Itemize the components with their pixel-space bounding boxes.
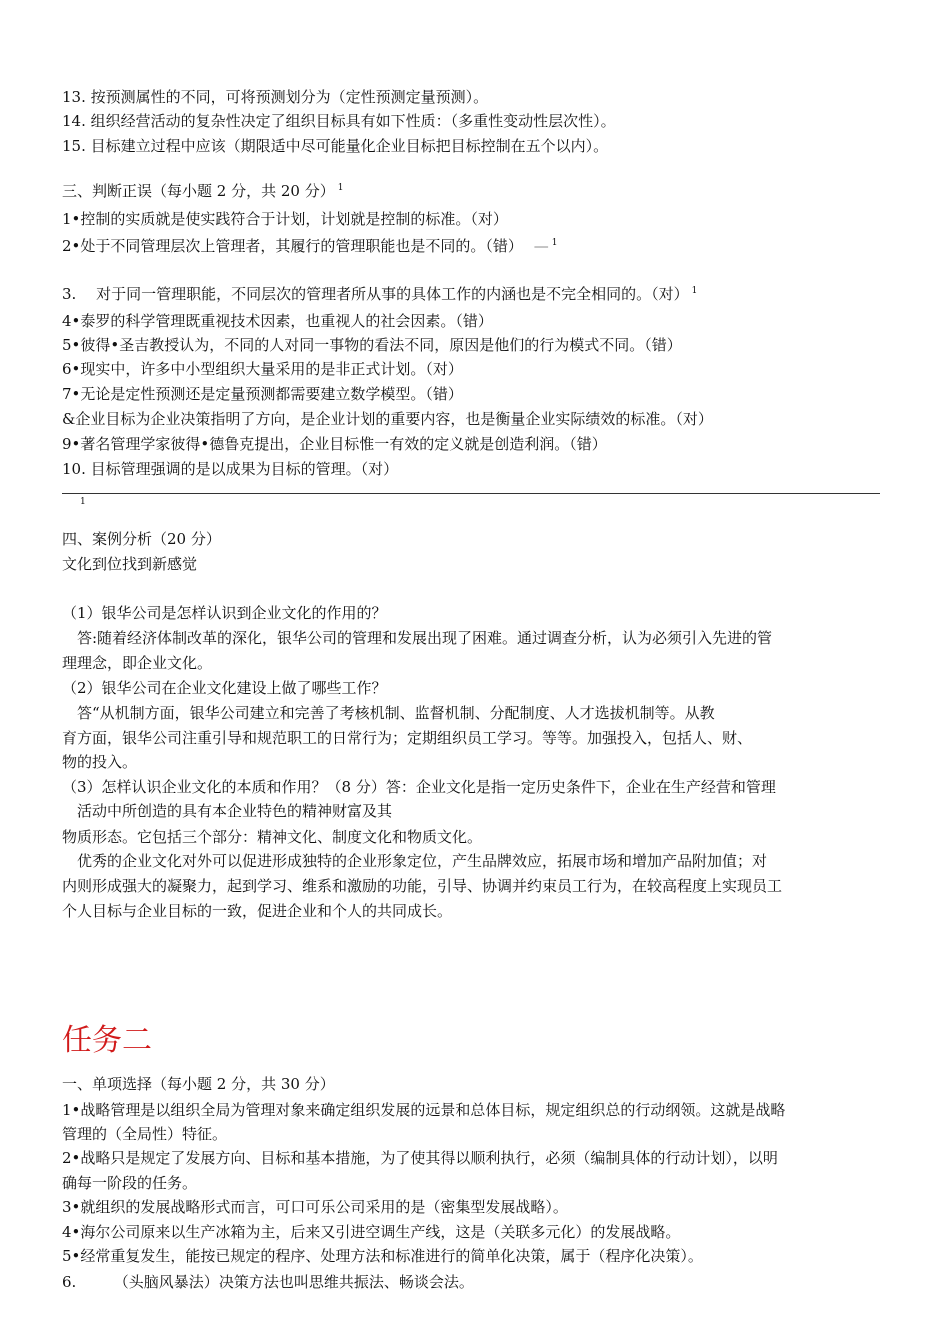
- rule-footnote-mark: 1: [80, 497, 86, 507]
- section3-heading: [62, 178, 343, 201]
- task2-heading: 一、单项选择（每小题 2 分，共 30 分）: [62, 1075, 335, 1093]
- judge-item-7: 7•无论是定性预测还是定量预测都需要建立数学模型。（错）: [62, 385, 463, 403]
- case-answer-3-line-4: 内则形成强大的凝聚力，起到学习、维系和激励的功能，引导、协调并约束员工行为，在较高程度上实现员工: [62, 877, 783, 895]
- judge-item-8: &企业目标为企业决策指明了方向，是企业计划的重要内容，也是衡量企业实际绩效的标准。（对）: [62, 410, 713, 428]
- case-answer-2-line-3: 物的投入。: [62, 753, 138, 771]
- judge-item-2: [62, 233, 557, 256]
- judge-item-3-text: 3. 对于同一管理职能，不同层次的管理者所从事的具体工作的内涵也是不完全相同的。（对）: [62, 285, 689, 303]
- judge-item-5: 5•彼得•圣吉教授认为，不同的人对同一事物的看法不同，原因是他们的行为模式不同。（错）: [62, 336, 682, 354]
- case-answer-3-line-2: 物质形态。它包括三个部分：精神文化、制度文化和物质文化。: [62, 828, 483, 846]
- choice-item-2-line-1: 2•战略只是规定了发展方向、目标和基本措施，为了使其得以顺利执行，必须（编制具体的行动计划），以明: [62, 1149, 778, 1167]
- case-title: 文化到位找到新感觉: [62, 555, 198, 573]
- judge-item-6: 6•现实中，许多中小型组织大量采用的是非正式计划。（对）: [62, 360, 463, 378]
- choice-item-2-line-2: 确每一阶段的任务。: [62, 1174, 198, 1192]
- choice-item-1-line-2: 管理的（全局性）特征。: [62, 1125, 228, 1143]
- judge-item-9: 9•著名管理学家彼得•德鲁克提出，企业目标惟一有效的定义就是创造利润。（错）: [62, 435, 607, 453]
- case-answer-3-line-5: 个人目标与企业目标的一致，促进企业和个人的共同成长。: [62, 902, 453, 920]
- judge-item-3-mark: 1: [691, 286, 698, 296]
- case-question-1: （1）银华公司是怎样认识到企业文化的作用的？: [62, 604, 387, 622]
- choice-item-3: 3•就组织的发展战略形式而言，可口可乐公司采用的是（密集型发展战略）。: [62, 1198, 568, 1216]
- judge-item-10: 10. 目标管理强调的是以成果为目标的管理。（对）: [62, 460, 399, 478]
- section3-heading-mark: 1: [337, 183, 344, 193]
- case-answer-2-line-1: 答“从机制方面，银华公司建立和完善了考核机制、监督机制、分配制度、人才选拔机制等。从教: [62, 704, 715, 722]
- case-question-3: （3）怎样认识企业文化的本质和作用？（8 分）答：企业文化是指一定历史条件下，企业在生产经营和管理: [62, 778, 776, 796]
- forecast-item-14: 14. 组织经营活动的复杂性决定了组织目标具有如下性质：（多重性变动性层次性）。: [62, 112, 616, 130]
- judge-item-2-mark: 1: [551, 238, 558, 248]
- case-answer-1-line-2: 理理念，即企业文化。: [62, 654, 213, 672]
- judge-item-2-text: 2•处于不同管理层次上管理者，其履行的管理职能也是不同的。（错）: [62, 237, 523, 255]
- forecast-item-13: 13. 按预测属性的不同，可将预测划分为（定性预测定量预测）。: [62, 88, 489, 106]
- task2-title: 任务二: [62, 1023, 152, 1058]
- section3-heading-text: 三、判断正误（每小题 2 分，共 20 分）: [62, 182, 335, 200]
- case-question-2: （2）银华公司在企业文化建设上做了哪些工作？: [62, 679, 387, 697]
- case-answer-2-line-2: 育方面，银华公司注重引导和规范职工的日常行为；定期组织员工学习。等等。加强投入，包括人、财、: [62, 729, 753, 747]
- case-answer-3-line-1: 活动中所创造的具有本企业特色的精神财富及其: [62, 802, 393, 820]
- choice-item-5: 5•经常重复发生，能按已规定的程序、处理方法和标准进行的简单化决策，属于（程序化决策）。: [62, 1247, 703, 1265]
- case-answer-3-line-3: 优秀的企业文化对外可以促进形成独特的企业形象定位，产生品牌效应，拓展市场和增加产品附加值；对: [62, 852, 768, 870]
- judge-item-2-dash: —: [533, 237, 549, 255]
- forecast-item-15: 15. 目标建立过程中应该（期限适中尽可能量化企业目标把目标控制在五个以内）。: [62, 137, 609, 155]
- horizontal-rule: [62, 493, 880, 494]
- judge-item-1: 1•控制的实质就是使实践符合于计划，计划就是控制的标准。（对）: [62, 210, 508, 228]
- choice-item-1-line-1: 1•战略管理是以组织全局为管理对象来确定组织发展的远景和总体目标，规定组织总的行动纲领。这就是战略: [62, 1101, 786, 1119]
- judge-item-4: 4•泰罗的科学管理既重视技术因素，也重视人的社会因素。（错）: [62, 312, 493, 330]
- section4-heading: 四、案例分析（20 分）: [62, 530, 221, 548]
- choice-item-6: 6. （头脑风暴法）决策方法也叫思维共振法、畅谈会法。: [62, 1273, 474, 1291]
- choice-item-4: 4•海尔公司原来以生产冰箱为主，后来又引进空调生产线，这是（关联多元化）的发展战略。: [62, 1223, 681, 1241]
- judge-item-3: [62, 281, 697, 304]
- case-answer-1-line-1: 答:随着经济体制改革的深化，银华公司的管理和发展出现了困难。通过调查分析，认为必须引入先进的管: [62, 629, 773, 647]
